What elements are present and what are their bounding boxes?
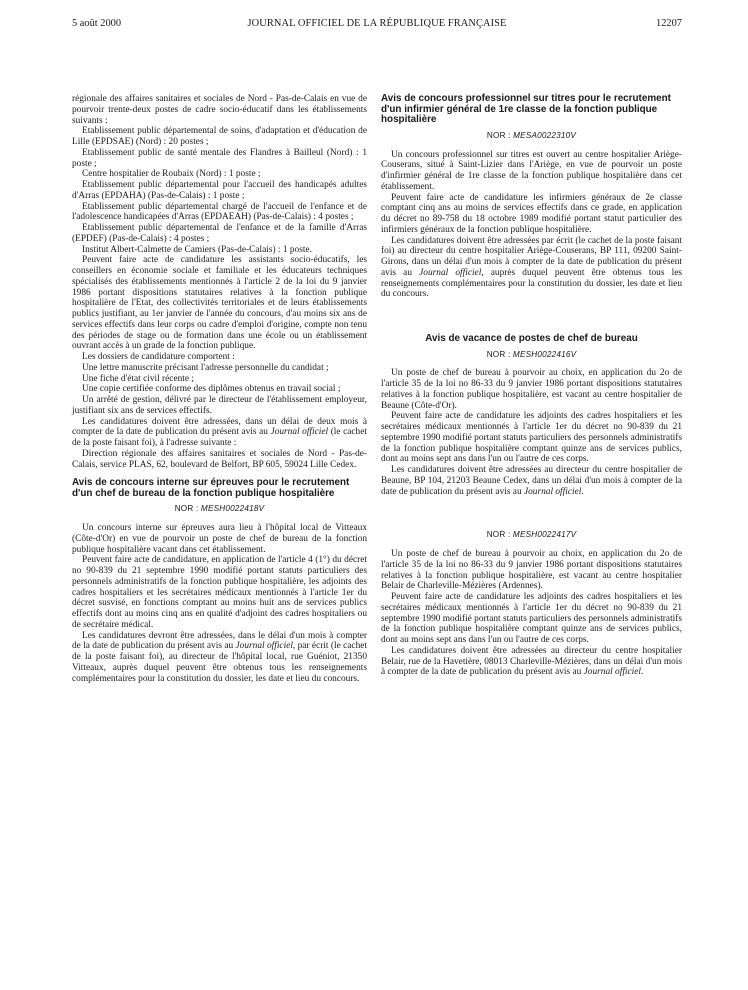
notice-title: Avis de concours professionnel sur titres pour le recrutement d'un infirmier général de 1re classe de la fonction publique hospitalière (381, 93, 671, 126)
paragraph: Une lettre manuscrite précisant l'adresse personnelle du candidat ; (82, 362, 329, 373)
notice-title: Avis de vacance de postes de chef de bureau (425, 333, 638, 345)
notice-title: Avis de concours interne sur épreuves pour le recrutement d'un chef de bureau de la fonction publique hospitalière (72, 477, 350, 499)
paragraph: Les candidatures doivent être adressées au directeur du centre hospitalier de Beaune, BP 104, 21203 Beaune Cedex, dans un délai d'un mois à compter de la date de publication du présent avis au Journal officiel. (381, 465, 682, 497)
paragraph: Une copie certifiée conforme des diplômes obtenus en travail social ; (82, 384, 341, 395)
paragraph: Peuvent faire acte de candidature les infirmiers généraux de 2e classe comptant cinq ans au moins de services effectifs dans ce grade, en application du décret no 89-758 du 18 octobre 1989 modifié portant statut particulier des infirmiers généraux de la fonction publique hospitalière. (381, 192, 682, 235)
paragraph: Peuvent faire acte de candidature les adjoints des cadres hospitaliers et les secrétaires médicaux mentionnés à l'article 1er du décret no 90-839 du 21 septembre 1990 modifié portant statuts particuliers des personnels administratifs de la fonction publique hospitalière comptant quinze ans de services publics, dont au moins sept ans dans l'un ou l'autre de ces corps. (381, 411, 683, 465)
nor-reference: NOR : MESH0022416V (486, 349, 577, 359)
paragraph: Une fiche d'état civil récente ; (82, 373, 194, 384)
paragraph: Les candidatures doivent être adressées par écrit (le cachet de la poste faisant foi) au directeur du centre hospitalier Ariège-Couserans, BP 111, 09200 Saint-Girons, dans un délai d'un mois à compter de la date de publication du présent avis au Journal officiel, auprès duquel peuvent être obtenus tous les renseignements complémentaires pour la constitution du dossier, les date et lieu du concours. (381, 235, 682, 300)
paragraph: Un poste de chef de bureau à pourvoir au choix, en application du 2o de l'article 35 de la loi no 86-33 du 9 janvier 1986 portant dispositions statutaires relatives à la fonction publique hospitalière, est vacant au centre hospitalier de Beaune (Côte-d'Or). (381, 368, 682, 411)
journal-officiel-ref: Journal officiel (270, 427, 329, 438)
paragraph: Un concours professionnel sur titres est ouvert au centre hospitalier Ariège-Couserans, situé à Saint-Lizier dans l'Ariège, en vue de pourvoir un poste d'infirmier général de 1re classe de la fonction publique hospitalière dans cet établissement. (381, 149, 682, 192)
paragraph: Institut Albert-Calmette de Camiers (Pas-de-Calais) : 1 poste. (82, 244, 312, 255)
paragraph: Etablissement public de santé mentale des Flandres à Bailleul (Nord) : 1 poste ; (72, 147, 367, 169)
nor-reference: NOR : MESH0022417V (486, 530, 577, 540)
nor-code: MESH0022416V (512, 349, 577, 359)
paragraph: Etablissement public départemental de soins, d'adaptation et d'éducation de Lille (EPDSAE) (Nord) : 20 postes ; (72, 126, 367, 147)
paragraph: Etablissement public départemental pour l'accueil des handicapés adultes d'Arras (EPDAHA) (Pas-de-Calais) : 1 poste ; (72, 180, 367, 201)
paragraph: Peuvent faire acte de candidature les adjoints des cadres hospitaliers et les secrétaires médicaux mentionnés à l'article 1er du décret no 90-839 du 21 septembre 1990 modifié portant statuts particuliers des personnels administratifs de la fonction publique hospitalière comptant quinze ans de services publics, dont au moins sept ans dans l'un ou l'autre de ces corps. (381, 592, 683, 646)
nor-reference: NOR : MESH0022418V (174, 504, 265, 514)
paragraph: Un poste de chef de bureau à pourvoir au choix, en application du 2o de l'article 35 de la loi no 86-33 du 9 janvier 1986 portant dispositions statutaires relatives à la fonction publique hospitalière, est vacant au centre hospitalier Belair de Charleville-Mézières (Ardennes). (381, 549, 682, 592)
nor-reference: NOR : MESA0022310V (486, 130, 577, 140)
paragraph: Direction régionale des affaires sanitaires et sociales de Nord - Pas-de-Calais, service PLAS, 62, boulevard de Belfort, BP 605, 59024 Lille Cedex. (72, 448, 367, 470)
paragraph: Un arrêté de gestion, délivré par le directeur de l'établissement employeur, justifiant six ans de services effectifs. (72, 395, 367, 416)
paragraph: Peuvent faire acte de candidature les assistants socio-éducatifs, les conseillers en économie sociale et familiale et les éducateurs techniques spécialisés des établissements mentionnés à l'article 2 de la loi du 9 janvier 1986 portant dispositions statutaires relatives à la fonction publique hospitalière de l'Etat, des collectivités territoriales et de leurs établissements publics justifiant, au 1er janvier de l'année du concours, d'au moins six ans de services effectifs dans leur corps ou cadre d'emploi d'origine, compte non tenu des périodes de stage ou de formation dans une école ou un établissement ouvrant accès à un grade de la fonction publique. (72, 255, 367, 352)
paragraph: Les dossiers de candidature comportent : (82, 352, 235, 362)
paragraph: Les candidatures doivent être adressées, dans un délai de deux mois à compter de la date de publication du présent avis au Journal officiel (le cachet de la poste faisant foi), à l'adresse suivante : (72, 416, 367, 448)
paragraph: Etablissement public départemental de l'enfance et de la famille d'Arras (EPDEF) (Pas-de-Calais) : 4 postes ; (72, 223, 367, 244)
paragraph: Peuvent faire acte de candidature, en application de l'article 4 (1°) du décret no 90-839 du 21 septembre 1990 modifié portant statuts particuliers des personnels administratifs de la fonction publique hospitalière, les adjoints des cadres hospitaliers et les secrétaires médicaux mentionnés à l'article 1er du décret susvisé, en fonctions comptant au moins huit ans de services publics effectifs dont au moins cinq ans en qualité d'adjoint des cadres hospitaliers ou de secrétaire médical. (72, 555, 367, 630)
nor-code: MESH0022417V (512, 530, 577, 540)
paragraph: Etablissement public départemental chargé de l'accueil de l'enfance et de l'adolescence handicapées d'Arras (EPDAEAH) (Pas-de-Calais) : 4 postes ; (72, 201, 367, 223)
journal-officiel-ref: Journal officiel (419, 267, 482, 278)
paragraph: Les candidatures devront être adressées, dans le délai d'un mois à compter de la date de publication du présent avis au Journal officiel, par écrit (le cachet de la poste faisant foi), au directeur de l'hôpital local, rue Guéniot, 21350 Vitteaux, auprès duquel peuvent être obtenus tous les renseignements complémentaires pour la constitution du dossier, les date et lieu du concours. (72, 630, 367, 684)
nor-code: MESH0022418V (200, 504, 265, 514)
page-header (72, 18, 682, 34)
header-page-number: 12207 (656, 18, 682, 29)
header-date: 5 août 2000 (72, 18, 122, 29)
journal-officiel-ref: Journal officiel (583, 667, 642, 678)
paragraph: Un concours interne sur épreuves aura lieu à l'hôpital local de Vitteaux (Côte-d'Or) en vue de pourvoir un poste de chef de bureau de la fonction publique hospitalière vacant dans cet établissement. (72, 523, 367, 555)
header-journal-title: JOURNAL OFFICIEL DE LA RÉPUBLIQUE FRANÇAISE (247, 18, 507, 29)
paragraph: Les candidatures doivent être adressées au directeur du centre hospitalier Belair, rue de la Havetière, 08013 Charleville-Mézières, dans un délai d'un mois à compter de la date de publication du présent avis au Journal officiel. (381, 645, 682, 678)
journal-officiel-ref: Journal officiel (523, 486, 582, 497)
journal-officiel-ref: Journal officiel (235, 641, 293, 652)
nor-code: MESA0022310V (513, 130, 577, 140)
right-column (381, 94, 682, 678)
left-column (72, 94, 367, 684)
paragraph: Centre hospitalier de Roubaix (Nord) : 1 poste ; (82, 169, 261, 180)
paragraph: régionale des affaires sanitaires et sociales de Nord - Pas-de-Calais en vue de pourvoir trente-deux postes de cadre socio-éducatif dans les établissements suivants : (72, 94, 367, 126)
